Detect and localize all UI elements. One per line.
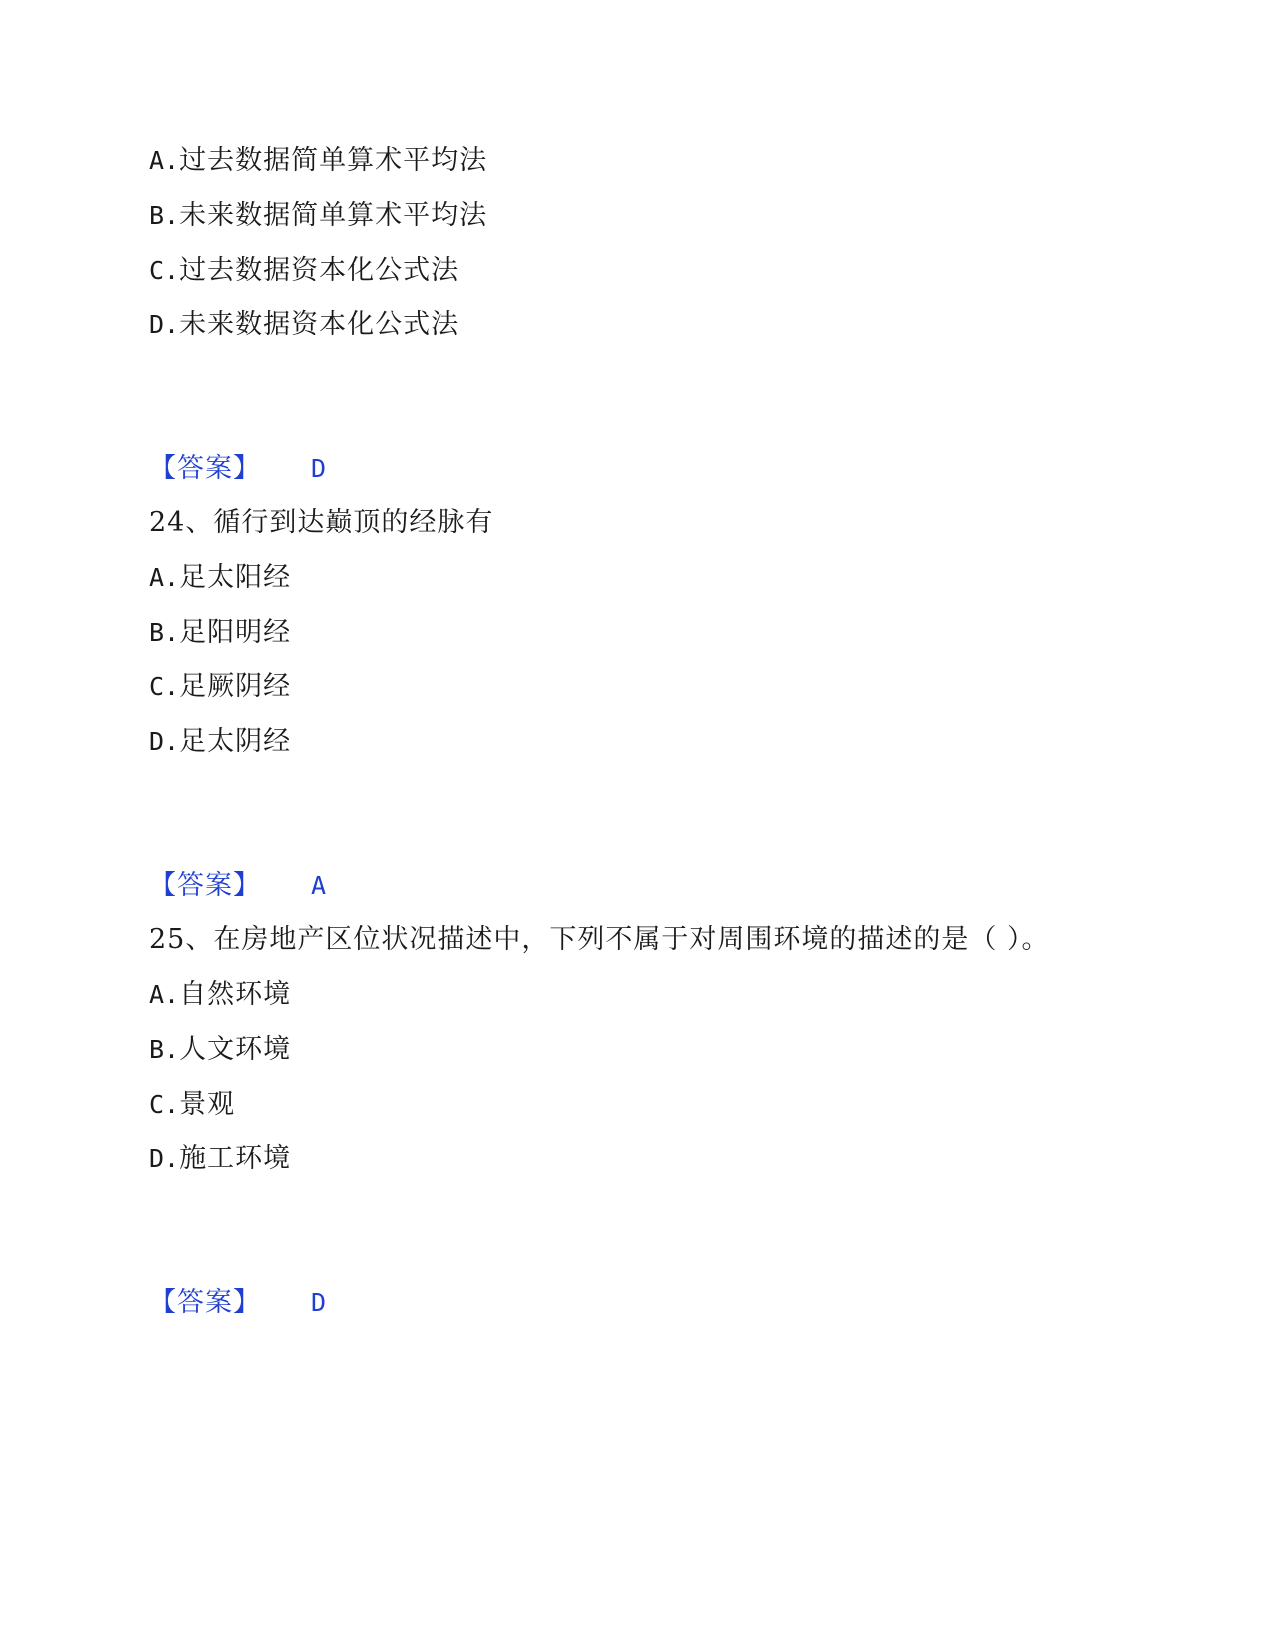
option-c [149,1088,235,1122]
option-b [149,1033,291,1067]
answer-line [149,1286,326,1320]
question-text: 25、在房地产区位状况描述中，下列不属于对周围环境的描述的是（ ）。 [149,924,1050,955]
option-text: 未来数据简单算术平均法 [179,200,488,231]
option-letter: B. [149,1035,180,1064]
option-a [149,978,291,1012]
answer-label: 【答案】 [149,1287,261,1318]
option-text: 足太阴经 [179,726,292,757]
option-letter: A. [149,563,180,592]
answer-label: 【答案】 [149,453,261,484]
answer-value: D [311,454,327,483]
answer-value: A [311,871,327,900]
option-letter: C. [149,1090,180,1119]
option-letter: D. [149,310,180,339]
option-text: 过去数据简单算术平均法 [179,145,488,176]
option-text: 过去数据资本化公式法 [179,255,460,286]
option-text: 足厥阴经 [179,671,292,702]
option-d [149,1142,291,1176]
option-d [149,725,291,759]
option-letter: B. [149,201,180,230]
option-letter: C. [149,256,180,285]
answer-value: D [311,1288,327,1317]
answer-line [149,452,326,486]
option-letter: D. [149,1144,180,1173]
option-text: 施工环境 [179,1143,292,1174]
option-text: 自然环境 [179,979,292,1010]
question-text: 24、循行到达巅顶的经脉有 [149,507,494,538]
option-c [149,254,459,288]
answer-line [149,869,326,903]
option-letter: D. [149,727,180,756]
option-text: 未来数据资本化公式法 [179,309,460,340]
answer-label: 【答案】 [149,870,261,901]
option-letter: A. [149,980,180,1009]
option-c [149,670,291,704]
option-a [149,144,487,178]
option-text: 足阳明经 [179,617,292,648]
option-letter: A. [149,146,180,175]
option-letter: C. [149,672,180,701]
option-a [149,561,291,595]
option-text: 足太阳经 [179,562,292,593]
option-d [149,308,459,342]
option-b [149,199,487,233]
option-text: 人文环境 [179,1034,292,1065]
option-b [149,616,291,650]
option-letter: B. [149,618,180,647]
option-text: 景观 [179,1089,236,1120]
